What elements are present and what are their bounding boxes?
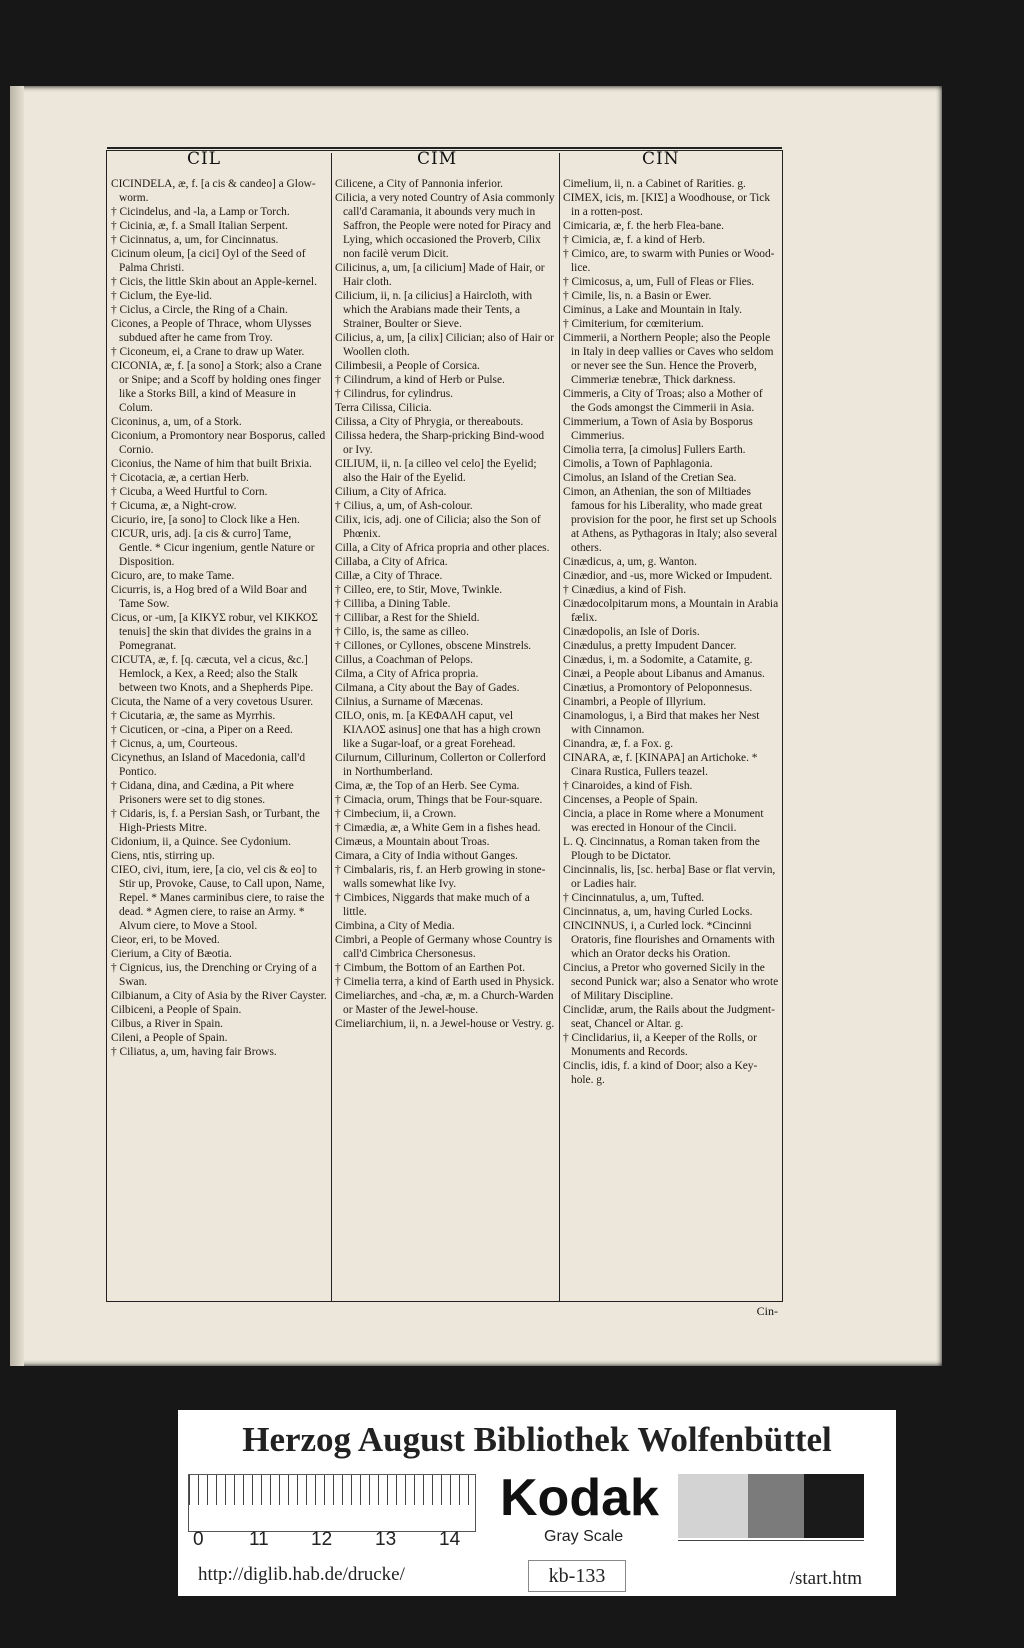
gray-patch-light xyxy=(678,1474,748,1538)
dictionary-entry: † Cidaris, is, f. a Persian Sash, or Turbant, the High-Priests Mitre. xyxy=(111,808,320,834)
kb-code: kb-133 xyxy=(528,1560,626,1592)
dictionary-entry: Cinandra, æ, f. a Fox. g. xyxy=(563,738,674,750)
dictionary-entry: Cicuta, the Name of a very covetous Usurer. xyxy=(111,696,314,708)
page-spine-shadow xyxy=(10,86,24,1366)
ruler-number: 14 xyxy=(439,1529,461,1550)
dictionary-entry: CILIUM, ii, n. [a cilleo vel celo] the Eyelid; also the Hair of the Eyelid. xyxy=(335,458,537,484)
dictionary-entry: † Cimbices, Niggards that make much of a little. xyxy=(335,892,530,918)
dictionary-entry: Cimolia terra, [a cimolus] Fullers Earth. xyxy=(563,444,746,456)
dictionary-entry: CILO, onis, m. [a ΚΕΦΑΛΗ caput, vel ΚΙΛΛΟΣ asinus] one that has a high crown like a Sugar-loaf, or a great Forehead. xyxy=(335,710,541,750)
dictionary-entry: † Cilliba, a Dining Table. xyxy=(335,598,451,610)
dictionary-entry: CIMEX, icis, m. [ΚΙΣ] a Woodhouse, or Tick in a rotten-post. xyxy=(563,192,771,218)
dictionary-entry: CICUR, uris, adj. [a cis & curro] Tame, Gentle. * Cicur ingenium, gentle Nature or Disposition. xyxy=(111,528,315,568)
dictionary-entry: Cinædior, and -us, more Wicked or Impudent. xyxy=(563,570,773,582)
dictionary-entry: Cimeliarches, and -cha, æ, m. a Church-Warden or Master of the Jewel-house. xyxy=(335,990,554,1016)
dictionary-entry: † Cicotacia, æ, a certian Herb. xyxy=(111,472,249,484)
dictionary-entry: Cincinnatus, a, um, having Curled Locks. xyxy=(563,906,753,918)
column-middle xyxy=(335,177,555,1301)
dictionary-entry: † Cicutaria, æ, the same as Myrrhis. xyxy=(111,710,276,722)
url-end: /start.htm xyxy=(789,1568,862,1589)
gray-scale-label: Gray Scale xyxy=(544,1528,624,1545)
dictionary-entry: Cilicium, ii, n. [a cilicius] a Haircloth, with which the Arabians made their Tents, a Strainer, Boulter or Sieve. xyxy=(335,290,533,330)
kodak-logo: Kodak xyxy=(500,1469,659,1527)
dictionary-entry: † Cimbecium, ii, a Crown. xyxy=(335,808,457,820)
dictionary-entry: † Cimile, lis, n. a Basin or Ewer. xyxy=(563,290,712,302)
dictionary-entry: Cilicinus, a, um, [a cilicium] Made of Hair, or Hair cloth. xyxy=(335,262,545,288)
dictionary-entry: Cinædocolpitarum mons, a Mountain in Arabia fælix. xyxy=(563,598,779,624)
dictionary-entry: Cimmerii, a Northern People; also the People in Italy in deep vallies or Caves who seldom or never see the Sun. Hence the Proverb, Cimmeriæ tenebræ, Thick darkness. xyxy=(563,332,774,386)
dictionary-entry: Cilimbesii, a People of Corsica. xyxy=(335,360,480,372)
dictionary-entry: CIEO, civi, itum, iere, [a cio, vel cis & eo] to Stir up, Provoke, Cause, to Call upon, Name, Repel. * Manes carminibus ciere, to raise the dead. * Agmen ciere, to raise an Army. * Alvum ciere, to Move a Stool. xyxy=(111,864,325,932)
dictionary-entry: Cilbus, a River in Spain. xyxy=(111,1018,224,1030)
running-head xyxy=(107,149,782,175)
dictionary-entry: Ciconinus, a, um, of a Stork. xyxy=(111,416,242,428)
dictionary-entry: † Cimacia, orum, Things that be Four-square. xyxy=(335,794,543,806)
library-name: Herzog August Bibliothek Wolfenbüttel xyxy=(242,1420,832,1459)
dictionary-entry: Ciconium, a Promontory near Bosporus, called Cornio. xyxy=(111,430,326,456)
dictionary-entry: † Cicuba, a Weed Hurtful to Corn. xyxy=(111,486,268,498)
gray-patch-mid xyxy=(748,1474,804,1538)
column-rule xyxy=(331,153,332,1301)
dictionary-entry: CICONIA, æ, f. [a sono] a Stork; also a Crane or Snipe; and a Scoff by holding ones finger like a Storks Bill, a kind of Measure in Colum. xyxy=(111,360,322,414)
dictionary-entry: Cilicia, a very noted Country of Asia commonly call'd Caramania, it abounds very much in Saffron, the People were noted for Piracy and Lying, which occasioned the Proverb, Cilix non facilè verum Dicit. xyxy=(335,192,555,260)
dictionary-entry: † Cicuticen, or -cina, a Piper on a Reed. xyxy=(111,724,293,736)
dictionary-entry: Cilicius, a, um, [a cilix] Cilician; also of Hair or Woollen cloth. xyxy=(335,332,554,358)
dictionary-entry: Cimolus, an Island of the Cretian Sea. xyxy=(563,472,737,484)
dictionary-entry: † Cidana, dina, and Cædina, a Pit where Prisoners were set to dig stones. xyxy=(111,780,294,806)
dictionary-entry: † Cignicus, ius, the Drenching or Crying of a Swan. xyxy=(111,962,317,988)
gray-patch-dark xyxy=(804,1474,864,1538)
dictionary-entry: Ciconius, the Name of him that built Brixia. xyxy=(111,458,312,470)
dictionary-entry: † Cillones, or Cyllones, obscene Minstrels. xyxy=(335,640,532,652)
dictionary-entry: Cileni, a People of Spain. xyxy=(111,1032,228,1044)
dictionary-entry: Cillæ, a City of Thrace. xyxy=(335,570,443,582)
running-head-center: CIM xyxy=(417,149,458,169)
dictionary-entry: Cicinum oleum, [a cici] Oyl of the Seed of Palma Christi. xyxy=(111,248,306,274)
dictionary-entry: Cilicene, a City of Pannonia inferior. xyxy=(335,178,503,190)
dictionary-entry: Cilnius, a Surname of Mæcenas. xyxy=(335,696,484,708)
columns xyxy=(107,177,782,1301)
dictionary-entry: Cimeliarchium, ii, n. a Jewel-house or Vestry. g. xyxy=(335,1018,555,1030)
dictionary-entry: † Ciliatus, a, um, having fair Brows. xyxy=(111,1046,277,1058)
dictionary-entry: Cincenses, a People of Spain. xyxy=(563,794,698,806)
dictionary-entry: Cidonium, ii, a Quince. See Cydonium. xyxy=(111,836,292,848)
ruler-ticks xyxy=(189,1475,475,1505)
dictionary-entry: Cinambri, a People of Illyrium. xyxy=(563,696,706,708)
dictionary-entry: † Cimelia terra, a kind of Earth used in Physick. xyxy=(335,976,555,988)
dictionary-entry: Cimmerium, a Town of Asia by Bosporus Cimmerius. xyxy=(563,416,753,442)
dictionary-entry: CINCINNUS, i, a Curled lock. *Cincinni Oratoris, fine flourishes and Ornaments with which an Orator decks his Oration. xyxy=(563,920,775,960)
dictionary-entry: Cinamologus, i, a Bird that makes her Nest with Cinnamon. xyxy=(563,710,760,736)
dictionary-entry: Cimmeris, a City of Troas; also a Mother of the Gods amongst the Cimmerii in Asia. xyxy=(563,388,763,414)
dictionary-entry: † Cicinnatus, a, um, for Cincinnatus. xyxy=(111,234,279,246)
running-head-left: CIL xyxy=(187,149,222,169)
dictionary-entry: Cincius, a Pretor who governed Sicily in the second Punick war; also a Senator who wrote of Military Discipline. xyxy=(563,962,779,1002)
dictionary-entry: Cinædicus, a, um, g. Wanton. xyxy=(563,556,697,568)
dictionary-entry: Ciens, ntis, stirring up. xyxy=(111,850,215,862)
dictionary-entry: † Cicindelus, and -la, a Lamp or Torch. xyxy=(111,206,290,218)
dictionary-entry: Cillus, a Coachman of Pelops. xyxy=(335,654,473,666)
dictionary-entry: † Cinclidarius, ii, a Keeper of the Rolls, or Monuments and Records. xyxy=(563,1032,757,1058)
dictionary-entry: Cicuro, are, to make Tame. xyxy=(111,570,235,582)
dictionary-entry: † Cillo, is, the same as cilleo. xyxy=(335,626,469,638)
dictionary-entry: Cimon, an Athenian, the son of Miltiades famous for his Liberality, who made great provision for the poor, he first set up Schools at Athens, as Pythagoras in Italy; also several others. xyxy=(563,486,778,554)
column-rule xyxy=(559,153,560,1301)
ruler-scale xyxy=(188,1474,476,1550)
dictionary-entry: Cima, æ, the Top of an Herb. See Cyma. xyxy=(335,780,520,792)
dictionary-entry: Cincia, a place in Rome where a Monument was erected in Honour of the Cincii. xyxy=(563,808,764,834)
dictionary-entry: Cierium, a City of Bæotia. xyxy=(111,948,232,960)
dictionary-entry: † Cilindrus, for cylindrus. xyxy=(335,388,454,400)
dictionary-entry: Cimara, a City of India without Ganges. xyxy=(335,850,518,862)
dictionary-entry: Cinæi, a People about Libanus and Amanus. xyxy=(563,668,765,680)
dictionary-entry: † Cincinnatulus, a, um, Tufted. xyxy=(563,892,705,904)
dictionary-entry: Cimelium, ii, n. a Cabinet of Rarities. g. xyxy=(563,178,746,190)
dictionary-entry: Cinædulus, a pretty Impudent Dancer. xyxy=(563,640,737,652)
dictionary-entry: † Cicnus, a, um, Courteous. xyxy=(111,738,238,750)
dictionary-entry: Cimbina, a City of Media. xyxy=(335,920,455,932)
dictionary-entry: Cillaba, a City of Africa. xyxy=(335,556,448,568)
dictionary-entry: Cicurris, is, a Hog bred of a Wild Boar and Tame Sow. xyxy=(111,584,307,610)
dictionary-entry: Cilissa hedera, the Sharp-pricking Bind-wood or Ivy. xyxy=(335,430,545,456)
dictionary-entry: CICUTA, æ, f. [q. cæcuta, vel a cicus, &c.] Hemlock, a Kex, a Reed; also the Stalk between two Knots, and a Shepherds Pipe. xyxy=(111,654,314,694)
dictionary-entry: † Cillibar, a Rest for the Shield. xyxy=(335,612,480,624)
dictionary-entry: Cinclidæ, arum, the Rails about the Judgment-seat, Chancel or Altar. g. xyxy=(563,1004,775,1030)
dictionary-entry: † Cicuma, æ, a Night-crow. xyxy=(111,500,237,512)
dictionary-entry: † Cilius, a, um, of Ash-colour. xyxy=(335,500,473,512)
dictionary-entry: Terra Cilissa, Cilicia. xyxy=(335,402,432,414)
dictionary-entry: Cicones, a People of Thrace, whom Ulysses subdued after he came from Troy. xyxy=(111,318,312,344)
dictionary-entry: Ciminus, a Lake and Mountain in Italy. xyxy=(563,304,742,316)
patch-underline xyxy=(678,1540,864,1541)
dictionary-entry: CICINDELA, æ, f. [a cis & candeo] a Glow-worm. xyxy=(111,178,316,204)
column-right xyxy=(563,177,779,1301)
running-head-right: CIN xyxy=(642,149,680,169)
ruler-number: 11 xyxy=(249,1529,269,1550)
dictionary-entry: † Cimiterium, for cœmiterium. xyxy=(563,318,704,330)
dictionary-entry: † Cimicosus, a, um, Full of Fleas or Flies. xyxy=(563,276,755,288)
dictionary-entry: † Cilindrum, a kind of Herb or Pulse. xyxy=(335,374,505,386)
dictionary-entry: Cinclis, idis, f. a kind of Door; also a Key-hole. g. xyxy=(563,1060,758,1086)
dictionary-entry: Cimolis, a Town of Paphlagonia. xyxy=(563,458,713,470)
dictionary-entry: L. Q. Cincinnatus, a Roman taken from the Plough to be Dictator. xyxy=(563,836,760,862)
dictionary-entry: † Cimico, are, to swarm with Punies or Wood-lice. xyxy=(563,248,775,274)
book-page xyxy=(10,86,942,1366)
ruler-number: 12 xyxy=(311,1529,333,1550)
dictionary-entry: Cilbiceni, a People of Spain. xyxy=(111,1004,242,1016)
dictionary-entry: Cilla, a City of Africa propria and other places. xyxy=(335,542,550,554)
dictionary-entry: † Ciclus, a Circle, the Ring of a Chain. xyxy=(111,304,288,316)
ruler-number: 13 xyxy=(375,1529,397,1550)
dictionary-entry: Cilbianum, a City of Asia by the River Cayster. xyxy=(111,990,327,1002)
dictionary-entry: Cicynethus, an Island of Macedonia, call'd Pontico. xyxy=(111,752,306,778)
dictionary-entry: † Cicis, the little Skin about an Apple-kernel. xyxy=(111,276,317,288)
dictionary-entry: † Cimædia, æ, a White Gem in a fishes head. xyxy=(335,822,541,834)
dictionary-entry: † Cinaroides, a kind of Fish. xyxy=(563,780,693,792)
dictionary-entry: Cinætius, a Promontory of Peloponnesus. xyxy=(563,682,753,694)
dictionary-entry: Cinædopolis, an Isle of Doris. xyxy=(563,626,700,638)
column-left xyxy=(111,177,327,1301)
dictionary-entry: Cilmana, a City about the Bay of Gades. xyxy=(335,682,520,694)
dictionary-entry: † Cimicia, æ, f. a kind of Herb. xyxy=(563,234,706,246)
dictionary-entry: Cilurnum, Cillurinum, Collerton or Collerford in Northumberland. xyxy=(335,752,546,778)
target-strip xyxy=(178,1410,896,1596)
text-frame xyxy=(106,149,783,1318)
ruler-number: 0 xyxy=(193,1529,204,1550)
dictionary-entry: † Cicinia, æ, f. a Small Italian Serpent. xyxy=(111,220,288,232)
dictionary-entry: Cieor, eri, to be Moved. xyxy=(111,934,220,946)
dictionary-entry: † Cimbalaris, ris, f. an Herb growing in stone-walls somewhat like Ivy. xyxy=(335,864,546,890)
dictionary-entry: Cilissa, a City of Phrygia, or thereabouts. xyxy=(335,416,524,428)
dictionary-entry: Cimæus, a Mountain about Troas. xyxy=(335,836,490,848)
dictionary-entry: † Cimbum, the Bottom of an Earthen Pot. xyxy=(335,962,526,974)
dictionary-entry: Cinædus, i, m. a Sodomite, a Catamite, g. xyxy=(563,654,753,666)
url-base: http://diglib.hab.de/drucke/ xyxy=(198,1564,405,1585)
dictionary-entry: CINARA, æ, f. [ΚΙΝΑΡΑ] an Artichoke. * Cinara Rustica, Fullers teazel. xyxy=(563,752,758,778)
dictionary-entry: Cincinnalis, lis, [sc. herba] Base or flat vervin, or Ladies hair. xyxy=(563,864,776,890)
dictionary-entry: Cicurio, ire, [a sono] to Clock like a Hen. xyxy=(111,514,300,526)
catchword: Cin- xyxy=(756,1304,778,1318)
dictionary-entry: Cimbri, a People of Germany whose Country is call'd Cimbrica Chersonesus. xyxy=(335,934,553,960)
dictionary-entry: † Cilleo, ere, to Stir, Move, Twinkle. xyxy=(335,584,503,596)
dictionary-entry: Cicus, or -um, [a ΚΙΚΥΣ robur, vel ΚΙΚΚΟΣ tenuis] the skin that divides the grains in a Pomegranat. xyxy=(111,612,318,652)
dictionary-entry: † Ciclum, the Eye-lid. xyxy=(111,290,212,302)
dictionary-entry: Cimicaria, æ, f. the herb Flea-bane. xyxy=(563,220,724,232)
dictionary-entry: † Ciconeum, ei, a Crane to draw up Water. xyxy=(111,346,305,358)
dictionary-entry: Cilium, a City of Africa. xyxy=(335,486,447,498)
dictionary-entry: Cilix, icis, adj. one of Cilicia; also the Son of Phœnix. xyxy=(335,514,541,540)
dictionary-entry: † Cinædius, a kind of Fish. xyxy=(563,584,687,596)
dictionary-entry: Cilma, a City of Africa propria. xyxy=(335,668,479,680)
